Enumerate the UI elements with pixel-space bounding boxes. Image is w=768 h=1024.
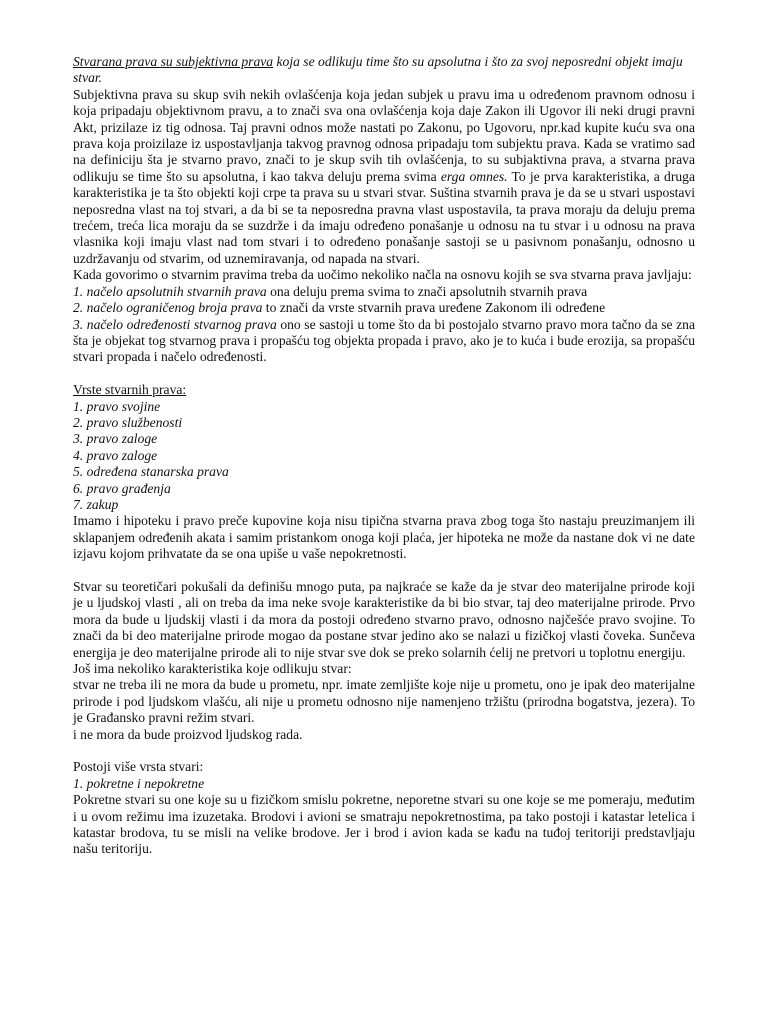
list-item: 1. pravo svojine [73, 398, 161, 414]
document-page [73, 54, 695, 858]
list-item: 5. određena stanarska prava [73, 464, 229, 480]
paragraph-principles-intro: Kada govorimo o stvarnim pravima treba da uočimo nekoliko načla na osnovu kojih se sva stvarna prava javljaju: [73, 267, 692, 283]
paragraph-types-of-things: Postoji više vrsta stvari: [73, 759, 204, 775]
paragraph-movable: Pokretne stvari su one koje su u fizičkom smislu pokretne, neporetne stvari su one koje se me pomeraju, međutim i u ovom režimu ima izuzetaka. Brodovi i avioni se smatraju nepokretnostima, pa tako postoji i katastar letelica i katastar brodova, tu se misli na velike brodove. Jer i brod i avion kada se kađu na tuđoj teritoriji predstavljaju našu teritoriju. [73, 792, 695, 857]
erga-omnes-term: erga omnes. [440, 168, 508, 184]
principle-item [73, 300, 695, 316]
intro-heading-rest: koja se odlikuju time što su apsolutna i što za svoj neposredni objekt imaju stvar. [73, 54, 683, 86]
spacer [73, 563, 695, 579]
list-item: 7. zakup [73, 496, 119, 512]
intro-paragraph [73, 54, 695, 87]
types-heading: Vrste stvarnih prava: [73, 382, 187, 398]
principle-item [73, 317, 695, 366]
list-item: 3. pravo zaloge [73, 431, 158, 447]
paragraph-subjective-rights [73, 87, 695, 267]
list-item: 2. pravo službenosti [73, 414, 183, 430]
paragraph-not-product: i ne mora da bude proizvod ljudskog rada. [73, 726, 303, 742]
list-item: 4. pravo zaloge [73, 447, 158, 463]
spacer [73, 366, 695, 382]
principle-label: 2. načelo ograničenog broja prava [73, 300, 263, 316]
paragraph-hipoteka: Imamo i hipoteku i pravo preče kupovine koja nisu tipična stvarna prava zbog toga što nastaju preuzimanjem ili sklapanjem određenih akata i samim pristankom onoga koji plaća, jer hipoteka ne može da nastane dok vi ne date izjavu kojom prihvatate da se ona upiše u vaše nepokretnosti. [73, 513, 695, 562]
paragraph-stvar-definition: Stvar su teoretičari pokušali da definišu mnogo puta, pa najkraće se kaže da je stvar deo materijalne prirode koji je u ljudskoj vlasti , ali on treba da ima neke svoje karakteristike da bi bio stvar, taj deo materijalne prirode. Prvo mora da bude u ljudskij vlasti i da mora da postoji određeno stvarno pravo, odnosno najčešće pravo svojine. To znači da bi deo materijalne prirode mogao da postane stvar jedino ako se nalazi u fizičkoj vlasti čoveka. Sunčeva energija je deo materijalne prirode ali to nije stvar sve dok se preko solarnih ćelij ne pretvori u toplotnu energiju. [73, 578, 695, 660]
paragraph-characteristics-intro: Još ima nekoliko karakteristika koje odlikuju stvar: [73, 661, 352, 676]
principle-text: ona deluju prema svima to znači apsolutnih stvarnih prava [266, 283, 588, 299]
principle-label: 3. načelo određenosti stvarnog prava [73, 316, 277, 332]
principle-text: to znači da vrste stvarnih prava uređene Zakonom ili određene [262, 300, 606, 316]
list-item: 6. pravo građenja [73, 480, 171, 496]
spacer [73, 743, 695, 759]
paragraph-text: Subjektivna prava su skup svih nekih ovlašćenja koja jedan subjek u pravu ima u određenom pravnom odnosu i koja pripadaju objektivnom pravu, a to znači sva ona ovlašćenja koja daje Zakon ili Ugovor ili neki drugi pravni Akt, prizilaze iz tig odnosa. Taj pravni odnos može nastati po Zakonu, po Ugovoru, npr.kad kupite kuću sva ona prava koja proizilaze iz uspostavljanja takvog pravnog odnosa pripadaju tom subjektu prava. Kada se vratimo sad na definiciju šta je stvarno pravo, znači to je skup svih tih ovlašćenja, to su subjaktivna prava, a stvarna prava odlikuju se time što su apsolutna, i kao takva deluju prema svima [73, 86, 695, 184]
intro-heading: Stvarana prava su subjektivna prava [73, 54, 274, 69]
paragraph-characteristics: stvar ne treba ili ne mora da bude u prometu, npr. imate zemljište koje nije u prometu, ono je ipak deo materijalne prirode i pod ljudskom vlašću, ali nije u prometu odnosno nije namenjeno tržištu (prirodna bogatstva, jezera). To je Građansko pravni režim stvari. [73, 677, 695, 726]
principle-text: ono se sastoji u tome što da bi postojalo stvarno pravo mora tačno da se zna šta je objekat tog stvarnog prava i propašću tog objekta propada i pravo, ako je to kuća i bude erozija, sa propašću stvari propada i načelo određenosti. [73, 316, 695, 365]
principle-item [73, 284, 695, 300]
paragraph-text: To je prva karakteristika, a druga karakteristika je ta što objekti koji crpe ta prava su u stvari stvar. Suština stvarnih prava je da se u stvari uspostavi neposredna vlast na toj stvari, a da bi se ta neposredna pravna vlast uspostavila, ta prava moraju da deluju prema trećem, treća lica moraju da se suzdrže i da imaju određeno ponašanje u odnosu na tu stvar i u odnosu na prava vlasnika koji imaju vlast nad tom stvari i to određeno ponašanje sastoji se u pasivnom ponašanju, odnosno u uzdržavanju od stvarim, od uznemiravanja, od napada na stvari. [73, 168, 695, 266]
subheading-movable: 1. pokretne i nepokretne [73, 775, 205, 791]
principle-label: 1. načelo apsolutnih stvarnih prava [73, 283, 267, 299]
